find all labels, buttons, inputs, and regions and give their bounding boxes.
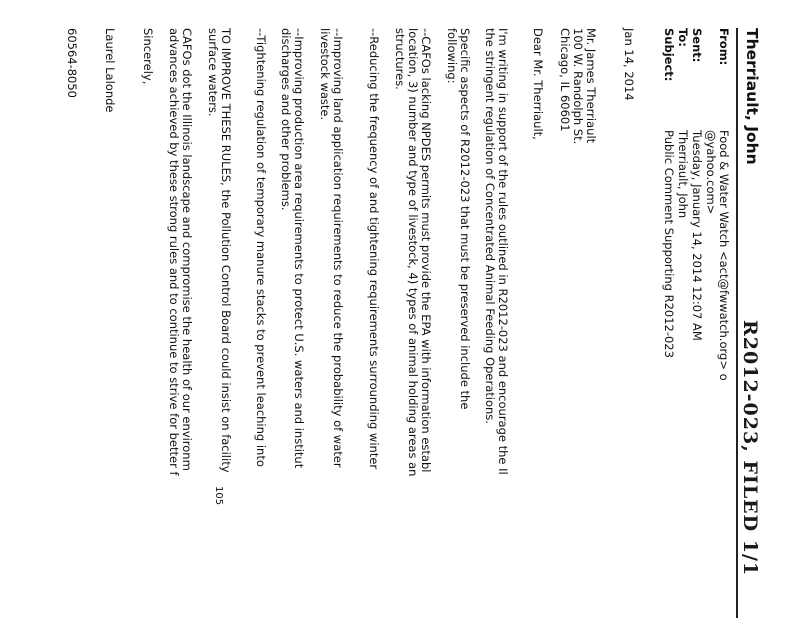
from-value-cont: @yahoo.com> [704, 130, 718, 215]
bullet-line: --CAFOs lacking NPDES permits must provide the EPA with information establ [419, 28, 433, 473]
bullet-line: --Improving production area requirements to protect U.S. waters and institut [292, 28, 306, 469]
bullet-line: location, 3) number and type of livestock, 4) types of animal holding areas an [406, 28, 420, 477]
paragraph-line: following: [445, 28, 459, 84]
bullet-line: --Improving land application requirements to reduce the probability of water [331, 28, 345, 468]
signer-name: Laurel Lalonde [103, 28, 117, 113]
paragraph-line: surface waters. [206, 28, 220, 117]
paragraph-line: I'm writing in support of the rules outlined in R2012-023 and encourage the Il [496, 28, 510, 475]
page-number: 105 [213, 486, 224, 506]
bullet-line: --Reducing the frequency of and tightening requirements surrounding winter [367, 28, 381, 470]
bullet-line: livestock waste. [318, 28, 332, 121]
bullet-line: discharges and other problems. [279, 28, 293, 211]
letter-date: Jan 14, 2014 [622, 28, 636, 101]
paragraph-line: CAFOs dot the Illinois landscape and compromise the health of our environm [180, 28, 194, 471]
address-line: 100 W. Randolph St. [571, 28, 585, 145]
subject-value: Public Comment Supporting R2012-023 [662, 130, 676, 358]
paragraph-line: Specific aspects of R2012-023 that must be preserved include the [458, 28, 472, 410]
bullet-line: --Tightening regulation of temporary manure stacks to prevent leaching into [254, 28, 268, 467]
recipient-name-heading: Therriault, John [743, 28, 761, 165]
from-label: From: [717, 28, 731, 66]
sent-label: Sent: [690, 28, 704, 63]
bullet-line: structures. [393, 28, 407, 90]
paragraph-line: the stringent regulation of Concentrated Animal Feeding Operations. [483, 28, 497, 424]
address-line: Mr. James Therriault [584, 28, 598, 144]
subject-label: Subject: [662, 28, 676, 82]
sent-value: Tuesday, January 14, 2014 12:07 AM [690, 130, 704, 341]
paragraph-line: TO IMPROVE THESE RULES, the Pollution Control Board could insist on facility [219, 28, 233, 473]
salutation: Dear Mr. Therriault, [531, 28, 545, 140]
signer-zip: 60564-8050 [65, 28, 79, 98]
to-label: To: [676, 28, 690, 47]
filing-stamp: R2012-023, FILED 1/1 [739, 320, 761, 577]
paragraph-line: advances achieved by these strong rules and to continue to strive for better f [167, 28, 181, 476]
header-divider [736, 28, 738, 618]
closing: Sincerely, [141, 28, 155, 85]
address-line: Chicago, IL 60601 [558, 28, 572, 132]
to-value: Therriault, John [676, 130, 690, 219]
from-value: Food & Water Watch <act@fwwatch.org> o [717, 130, 731, 381]
